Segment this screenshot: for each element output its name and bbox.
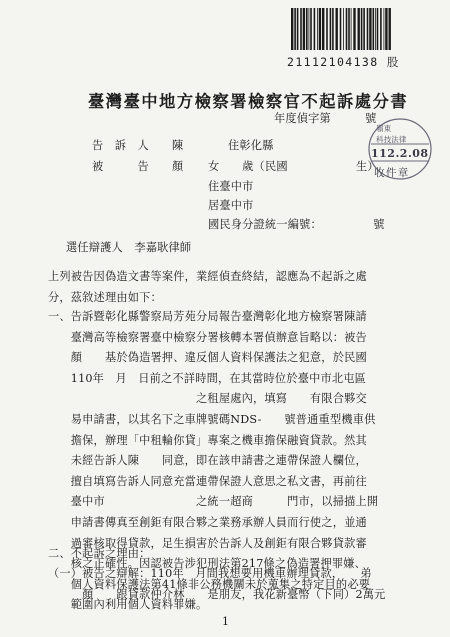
defendant-address-2: 居臺中市 (208, 199, 254, 212)
barcode-bar (380, 8, 382, 50)
barcode-bar (343, 8, 344, 50)
defendant-info: 女 歲（民國 生） (208, 160, 379, 173)
text-line: 範圍內利用個人資料罪嫌。 (48, 598, 208, 612)
barcode-bar (303, 8, 305, 50)
barcode-bar (294, 8, 296, 50)
defendant-name: 顏 (172, 160, 184, 173)
complainant-role: 告 訴 人 (92, 139, 149, 152)
barcode-bar (363, 8, 365, 50)
barcode-bar (291, 8, 293, 50)
text-line: 臺灣高等檢察署臺中檢察分署核轉本署偵辦意旨略以：被告 (48, 330, 367, 344)
text-line: 過審核取得貸款，足生損害於告訴人及創鉅有限合夥貸款審 (48, 536, 367, 550)
barcode-bar (358, 8, 360, 50)
text-line: 二、不起訴之理由： (48, 547, 151, 560)
text-line: 分，茲敘述理由如下： (48, 290, 162, 304)
text-line: 之租屋處內，填寫 有限合夥交 (48, 392, 367, 406)
page-number: 1 (222, 615, 229, 628)
barcode-bar (326, 8, 328, 50)
barcode-bar (336, 8, 338, 50)
text-line: 顏 跟貸款仲介林 是朋友，我花新臺幣（下同）2萬元 (48, 588, 386, 601)
barcode-bar (332, 8, 334, 50)
barcode-bar (384, 8, 385, 50)
barcode-bar (375, 8, 376, 50)
document-title: 臺灣臺中地方檢察署檢察官不起訴處分書 (88, 92, 409, 111)
barcode-bar (317, 8, 318, 50)
barcode-bar (361, 8, 363, 50)
barcode-bar (377, 8, 379, 50)
text-line: 個人資料保護法第41條非公務機關未於蒐集之特定目的必要 (48, 577, 371, 591)
barcode-bar (373, 8, 375, 50)
complainant-address: 住彰化縣 (228, 139, 274, 152)
barcode-bar (309, 8, 310, 50)
barcode-bar (310, 8, 312, 50)
text-line: 110年 月 日前之不詳時間，在其當時位於臺中市北屯區 (48, 371, 367, 385)
barcode-bar (348, 8, 350, 50)
barcode-bar (306, 8, 308, 50)
text-line: 核之正確性。因認被告涉犯刑法第217條之偽造署押罪嫌、 (48, 557, 367, 571)
barcode-bar (340, 8, 342, 50)
text-line: 申請書傳真至創鉅有限合夥之業務承辦人員而行使之，並通 (48, 516, 367, 529)
text-line: 一、告訴暨彰化縣警察局芳苑分局報告臺灣彰化地方檢察署陳請 (48, 310, 367, 323)
barcode-bar (330, 8, 332, 50)
stamp-line1: 嶺東 (376, 124, 392, 133)
text-line: 擅自填寫告訴人同意充當連帶保證人意思之私文書，再前往 (48, 474, 367, 488)
text-line: 上列被告因偽造文書等案件，業經偵查終結，認應為不起訴之處 (48, 270, 367, 283)
barcode-bar (369, 8, 371, 50)
barcode-bar (319, 8, 321, 50)
stamp-date: 112.2.08 (371, 147, 429, 160)
barcode-bar (297, 8, 299, 50)
defendant-role: 被 告 (92, 160, 149, 173)
barcode-bar (389, 8, 391, 50)
barcode-bar (346, 8, 348, 50)
complainant-name: 陳 (172, 139, 184, 152)
case-number-line: 年度偵字第 號 (274, 112, 377, 125)
text-line: （一）被告之辯解：110年 月間我想要用機車辦理貸款， 弟 (48, 567, 372, 580)
barcode-bar (351, 8, 352, 50)
counsel-line: 選任辯護人 李嘉耿律師 (66, 241, 192, 254)
defendant-address-1: 住臺中市 (208, 180, 254, 193)
text-line: 擔保，辦理「中租輪你貸」專案之機車擔保融資貸款。然其 (48, 433, 367, 447)
barcode-bar (300, 8, 302, 50)
barcode-bar (314, 8, 316, 50)
defendant-id-line: 國民身分證統一編號： 號 (208, 218, 385, 231)
text-line: 顏 基於偽造署押、違反個人資料保護法之犯意，於民國 (48, 351, 367, 365)
text-line: 未經告訴人陳 同意，即在該申請書之連帶保證人欄位， (48, 454, 367, 468)
barcode-bar (322, 8, 324, 50)
text-line: 臺中市 之統一超商 門市，以掃描上開 (48, 495, 379, 509)
text-line: 易申請書，以其名下之車牌號碼NDS- 號普通重型機車供 (48, 413, 376, 426)
stamp-line2: 科技法律 (376, 135, 407, 144)
barcode-number: 21112104138 股 (287, 55, 400, 69)
barcode-bar (385, 8, 387, 50)
stamp-label: 收件章 (374, 167, 410, 179)
barcode-bar (367, 8, 369, 50)
barcode (290, 8, 392, 50)
barcode-bar (353, 8, 355, 50)
